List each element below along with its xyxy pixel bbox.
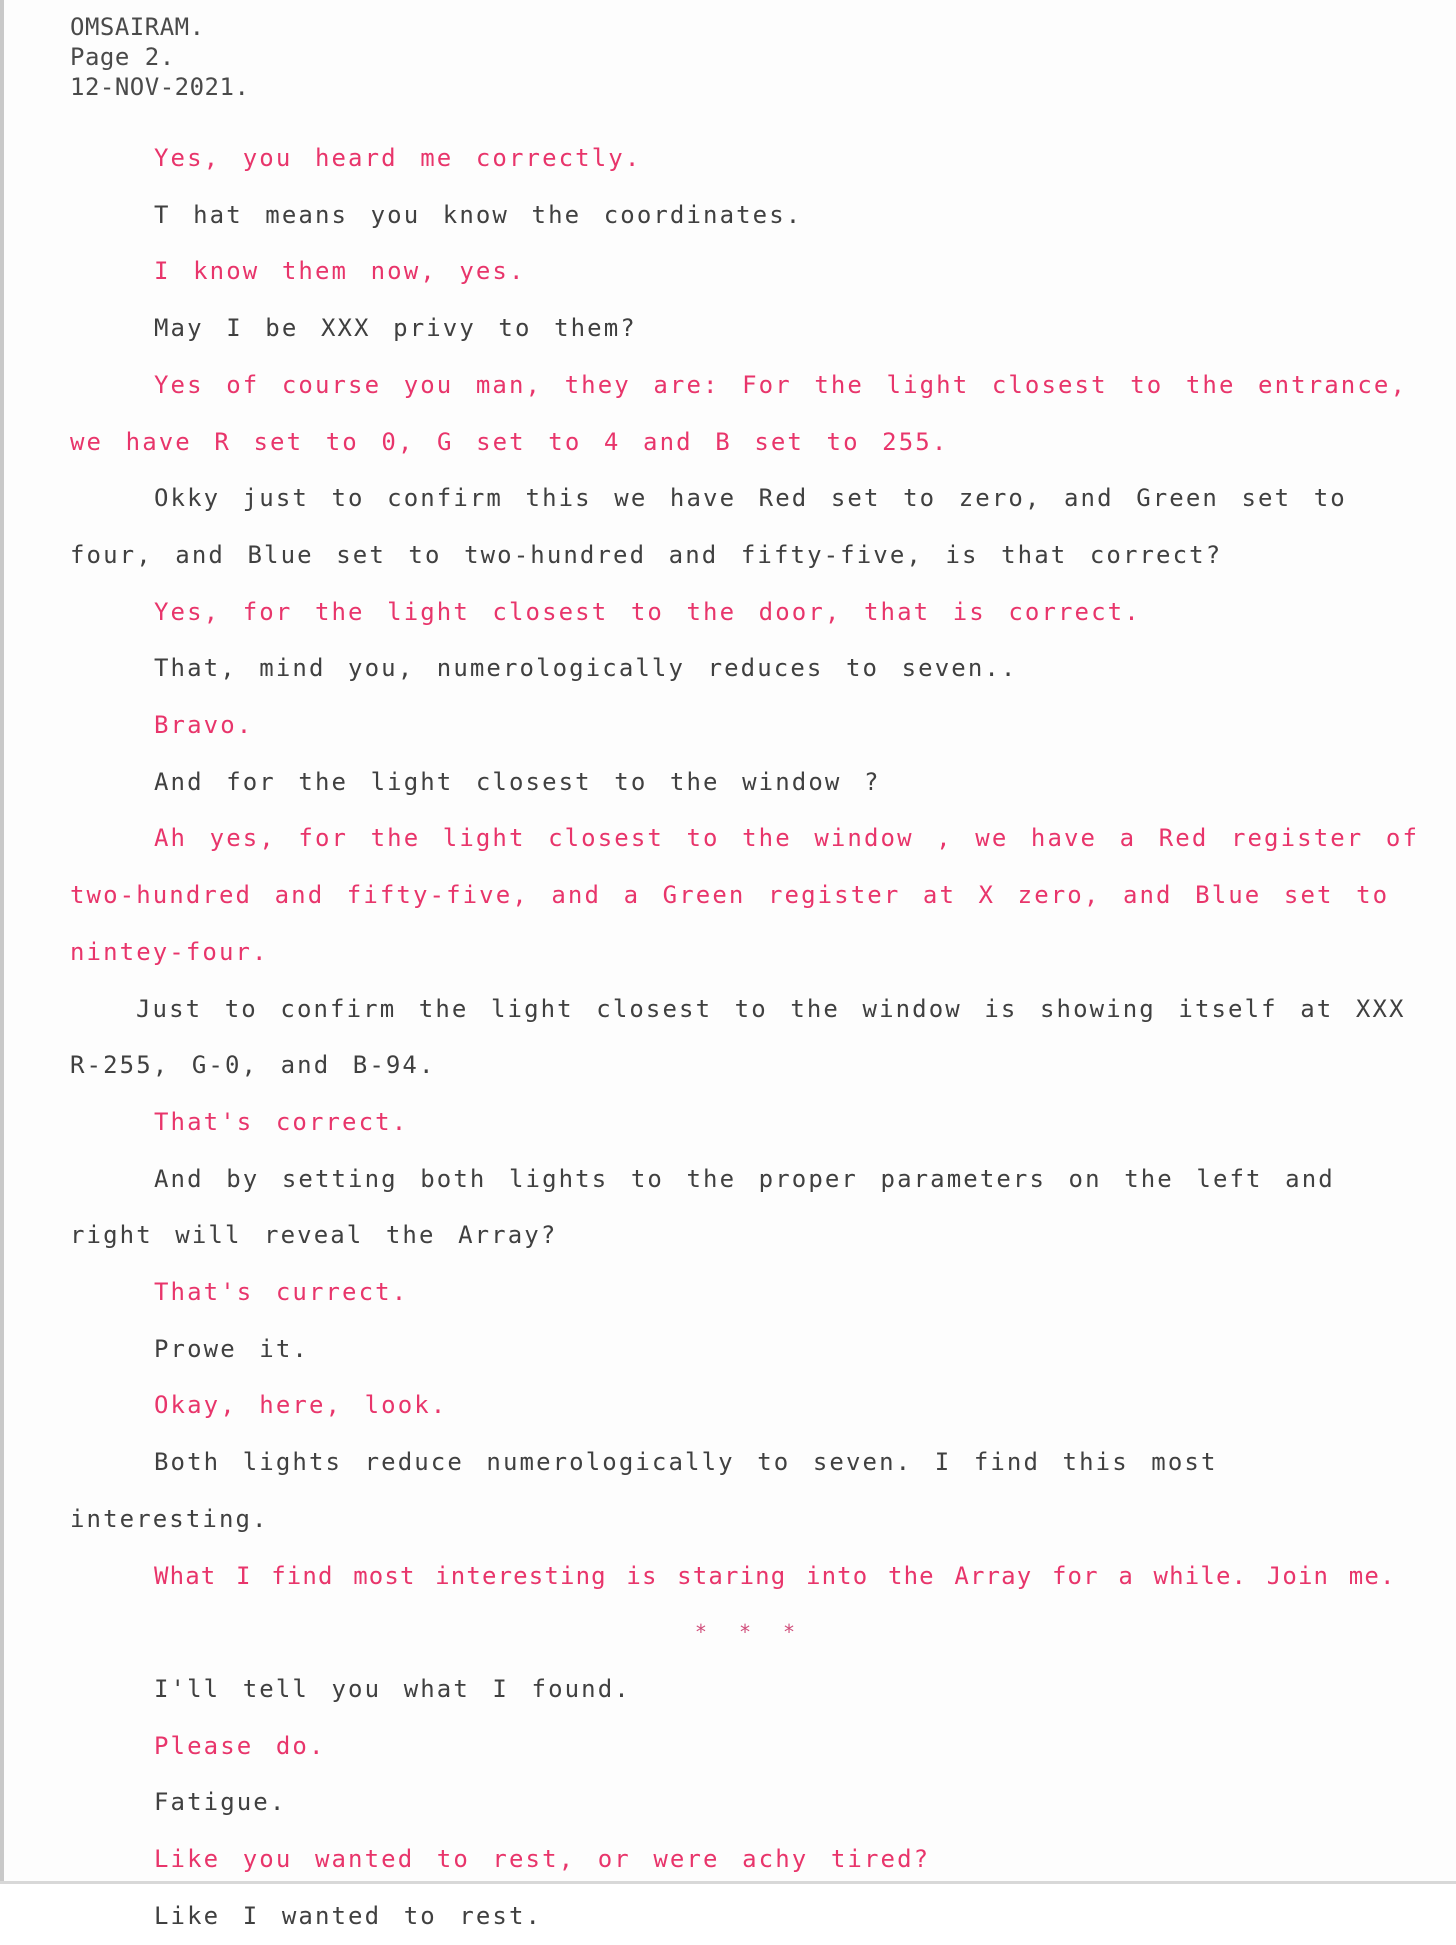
dialogue-line: And by setting both lights to the proper parameters on the left and right will reveal the Array? [70, 1164, 1335, 1250]
header-date: 12-NOV-2021. [70, 73, 250, 101]
dialogue-body [70, 130, 1420, 1945]
dialogue-line: Yes, you heard me correctly. [154, 144, 642, 172]
dialogue-line: Prowe it. [154, 1334, 309, 1363]
dialogue-line: Both lights reduce numerologically to seven. I find this most interesting. [70, 1448, 1218, 1533]
dialogue-line: Like you wanted to rest, or were achy tired? [154, 1845, 931, 1874]
dialogue-line: Please do. [154, 1731, 326, 1760]
dialogue-line: Okay, here, look. [154, 1391, 448, 1420]
dialogue-line: Just to confirm the light closest to the window is showing itself at XXX R-255, G-0, and B-94. [70, 994, 1406, 1080]
dialogue-line: Bravo. [154, 711, 254, 740]
page-edge-left [0, 0, 4, 1884]
dialogue-line: May I be XXX privy to them? [154, 314, 637, 343]
dialogue-line: Yes of course you man, they are: For the light closest to the entrance, we have R set to 0, G set to 4 and B set to 255. [70, 370, 1407, 456]
dialogue-line: Yes, for the light closest to the door, that is correct. [154, 597, 1141, 626]
dialogue-line: Like I wanted to rest. [154, 1901, 543, 1930]
dialogue-line: And for the light closest to the window ? [154, 767, 881, 796]
dialogue-line: That's currect. [154, 1278, 409, 1307]
header-page-number: Page 2. [70, 43, 175, 71]
dialogue-line: What I find most interesting is staring into the Array for a while. Join me. [154, 1561, 1396, 1590]
dialogue-line: Okky just to confirm this we have Red set to zero, and Green set to four, and Blue set to two-hundred and fifty-five, is that correct? [70, 484, 1347, 569]
page-header [70, 12, 249, 102]
header-title: OMSAIRAM. [70, 13, 205, 41]
dialogue-line: I know them now, yes. [154, 257, 526, 286]
dialogue-line: T hat means you know the coordinates. [154, 200, 803, 229]
section-separator: * * * [694, 1620, 806, 1645]
dialogue-line: That, mind you, numerologically reduces to seven.. [154, 654, 1018, 683]
dialogue-line: That's correct. [154, 1107, 409, 1136]
dialogue-line: Fatigue. [154, 1788, 287, 1817]
dialogue-line: Ah yes, for the light closest to the window , we have a Red register of two-hundred and fifty-five, and a Green register at X zero, and Blue set to nintey-four. [70, 824, 1419, 966]
dialogue-line: I'll tell you what I found. [154, 1674, 631, 1703]
